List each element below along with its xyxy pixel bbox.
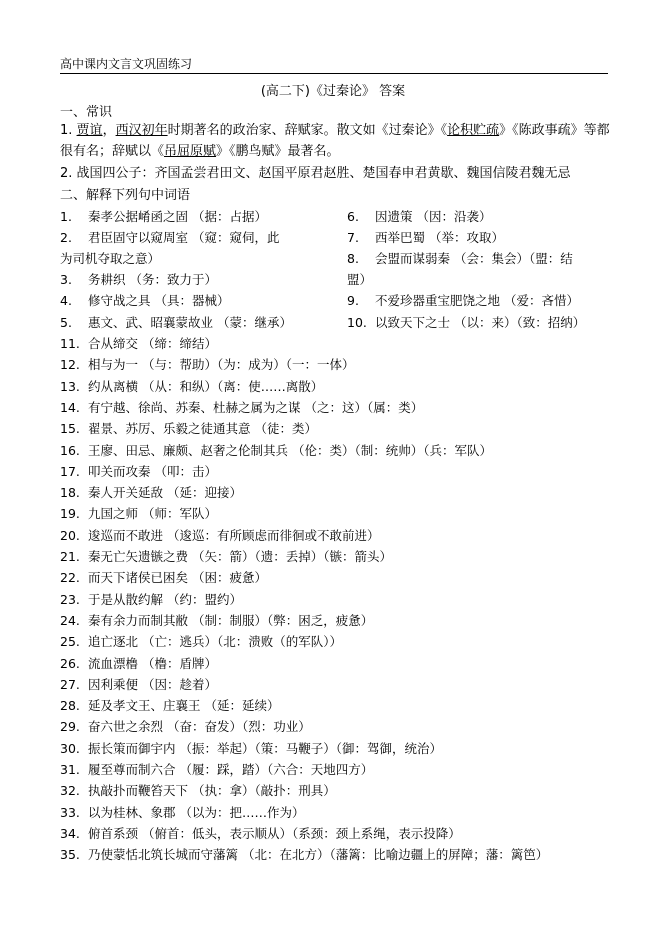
header-rule (60, 73, 608, 74)
page-title: (高二下)《过秦论》 答案 (260, 84, 406, 99)
list-item (60, 654, 217, 672)
list-item (60, 207, 267, 225)
item-text: 叩关而攻秦 （叩：击） (88, 463, 217, 479)
item-text: 相与为一 （与：帮助）（为：成为）（一：一体） (88, 357, 355, 373)
item-number: 31. (60, 762, 80, 777)
item-8-continuation: 盟） (347, 272, 373, 287)
item-number: 34. (60, 825, 80, 841)
item-text: 君臣固守以窥周室 （窥：窥伺，此 (88, 230, 280, 245)
list-item (60, 291, 229, 309)
item-number: 16. (60, 442, 80, 458)
item-number: 11. (60, 336, 80, 351)
list-item (60, 845, 548, 863)
item-number: 18. (60, 485, 80, 501)
item-number: 5. (60, 315, 72, 330)
list-item (60, 611, 373, 629)
list-item (60, 419, 317, 437)
item-text: 合从缔交 （缔：缔结） (88, 336, 217, 351)
list-item (60, 441, 492, 459)
list-item (347, 207, 491, 225)
item-number: 23. (60, 591, 80, 607)
item-text: 于是从散约解 （约：盟约） (88, 591, 242, 607)
item-number: 20. (60, 527, 80, 543)
item-text: 因遗策 （因：沿袭） (375, 209, 492, 224)
item-number: 19. (60, 506, 80, 522)
item-text: 秦无亡矢遗镞之费 （矢：箭）（遗：丢掉）（镞：箭头） (88, 549, 392, 564)
item-number: 28. (60, 698, 80, 714)
item-number: 4. (60, 293, 72, 308)
item-text: 有宁越、徐尚、苏秦、杜赫之属为之谋 （之：这）（属：类） (88, 399, 424, 415)
item-number: 32. (60, 783, 80, 799)
item-number: 2. (60, 230, 72, 245)
item-number: 30. (60, 740, 80, 756)
item-text: 惠文、武、昭襄蒙故业 （蒙：继承） (88, 315, 292, 330)
item-text: 追亡逐北 （亡：逃兵）（北：溃败（的军队）） (88, 634, 342, 650)
item-text: 不爱珍器重宝肥饶之地 （爱：吝惜） (375, 293, 579, 308)
list-item (60, 270, 217, 288)
item-2-continuation: 为司机夺取之意） (60, 251, 161, 266)
item-text: 逡巡而不敢进 （逡巡：有所顾虑而徘徊或不敢前进） (88, 527, 380, 543)
item-number: 21. (60, 549, 80, 564)
item-number: 33. (60, 804, 80, 820)
list-item (347, 313, 585, 331)
item-text: 乃使蒙恬北筑长城而守藩篱 （北：在北方）（藩篱：比喻边疆上的屏障；藩：篱笆） (88, 847, 549, 863)
item-number: 9. (347, 293, 359, 308)
list-item (60, 228, 279, 246)
list-item (60, 781, 336, 799)
item-text: 会盟而谋弱秦 （会：集会）（盟：结 (375, 251, 573, 266)
item-text: 因利乘便 （因：趁着） (88, 676, 217, 692)
item-text: 执敲扑而鞭笞天下 （执：拿）（敲扑：刑具） (88, 783, 336, 799)
item-text: 振长策而御宇内 （振：举起）（策：马鞭子）（御：驾御，统治） (88, 740, 442, 756)
list-item (60, 526, 379, 544)
item-number: 1. (60, 209, 72, 224)
item-number: 12. (60, 357, 80, 373)
item-text: 秦有余力而制其敝 （制：制服）（弊：困乏，疲惫） (88, 612, 374, 628)
item-number: 22. (60, 570, 80, 586)
item-text: 流血漂橹 （橹：盾牌） (88, 655, 217, 671)
item-number: 35. (60, 847, 80, 863)
item-number: 8. (347, 251, 359, 266)
item-number: 27. (60, 676, 80, 692)
item-text: 秦孝公据崤函之固 （据：占据） (88, 209, 267, 224)
list-item (60, 568, 267, 586)
item-text: 俯首系颈 （俯首：低头，表示顺从）（系颈：颈上系绳，表示投降） (88, 825, 461, 841)
item-number: 26. (60, 655, 80, 671)
item-text: 务耕织 （务：致力于） (88, 272, 217, 287)
item-number: 15. (60, 421, 80, 437)
section-heading-common: 一、常识 (60, 105, 113, 120)
item-text: 修守战之具 （具：器械） (88, 293, 230, 308)
common-paragraph-2: 2. 战国四公子：齐国孟尝君田文、赵国平原君赵胜、楚国春申君黄歇、魏国信陵君魏无忌 (60, 166, 571, 181)
item-number: 25. (60, 634, 80, 650)
list-item (60, 696, 279, 714)
section-heading-vocab: 二、解释下列句中词语 (60, 188, 191, 203)
item-number: 3. (60, 272, 72, 287)
item-text: 奋六世之余烈 （奋：奋发）（烈：功业） (88, 719, 311, 735)
list-item (60, 632, 342, 650)
list-item (60, 334, 217, 352)
item-number: 24. (60, 612, 80, 628)
item-number: 17. (60, 463, 80, 479)
era-text: 西汉初年 (115, 123, 168, 138)
list-item (60, 717, 311, 735)
work-title: 吊屈原赋 (164, 144, 217, 159)
common-paragraph-1 (60, 120, 610, 162)
item-text: 翟景、苏厉、乐毅之徒通其意 （徒：类） (88, 421, 317, 437)
list-item (60, 760, 373, 778)
list-item (347, 228, 504, 246)
list-item (60, 675, 217, 693)
item-text: 秦人开关延敌 （延：迎接） (88, 485, 242, 501)
item-number: 7. (347, 230, 359, 245)
text: ， (102, 123, 116, 138)
text: 1. (60, 123, 77, 138)
list-item (60, 313, 292, 331)
work-title: 论积贮疏 (447, 123, 500, 138)
item-text: 延及孝文王、庄襄王 （延：延续） (88, 698, 280, 714)
list-item (60, 547, 392, 565)
item-text: 约从离横 （从：和纵）（离：使……离散） (88, 378, 324, 394)
item-number: 13. (60, 378, 80, 394)
text: 》《陈政事疏》等都很有名；辞赋以《 (60, 123, 610, 159)
list-item (60, 504, 217, 522)
page-header: 高中课内文言文巩固练习 (60, 57, 193, 71)
list-item (60, 483, 242, 501)
item-text: 履至尊而制六合 （履：踩，踏）（六合：天地四方） (88, 762, 374, 777)
list-item (60, 398, 423, 416)
list-item (60, 377, 323, 395)
text: 时期著名的政治家、辞赋家。散文如《过秦论》《 (167, 123, 448, 138)
item-number: 6. (347, 209, 359, 224)
list-item (60, 590, 242, 608)
item-text: 西举巴蜀 （举：攻取） (375, 230, 504, 245)
list-item (347, 291, 579, 309)
list-item (60, 462, 217, 480)
list-item (60, 355, 354, 373)
list-item (60, 824, 461, 842)
text: 》《鹏鸟赋》最著名。 (216, 144, 340, 159)
item-text: 以为桂林、象郡 （以为：把……作为） (88, 804, 305, 820)
item-text: 王廖、田忌、廉颇、赵奢之伦制其兵 （伦：类）（制：统帅）（兵：军队） (88, 442, 492, 458)
list-item (60, 803, 304, 821)
item-text: 以致天下之士 （以：来）（致：招纳） (375, 315, 586, 330)
author-name: 贾谊 (76, 123, 103, 138)
item-text: 而天下诸侯已困矣 （困：疲惫） (88, 570, 267, 586)
item-number: 14. (60, 399, 80, 415)
list-item (60, 739, 442, 757)
item-number: 10. (347, 315, 367, 330)
item-number: 29. (60, 719, 80, 735)
list-item (347, 249, 573, 267)
item-text: 九国之师 （师：军队） (88, 506, 217, 522)
